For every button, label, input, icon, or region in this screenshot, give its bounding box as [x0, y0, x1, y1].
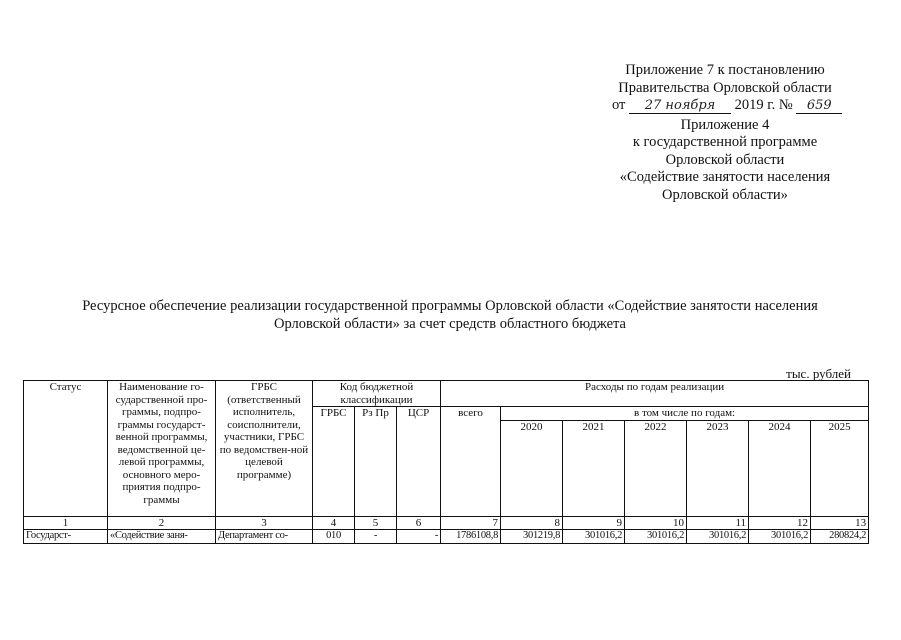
appendix-line-1: Приложение 7 к постановлению — [625, 62, 825, 78]
header-year-2022: 2022 — [625, 420, 687, 516]
program-appendix-line-2: к государственной программе — [632, 134, 818, 150]
header-grbs-responsible: ГРБС (ответственный исполнитель, соисполнители, участники, ГРБС по ведомствен-ной целевой программе) — [216, 381, 313, 517]
column-number: 2 — [108, 516, 216, 530]
header-year-2024: 2024 — [749, 420, 811, 516]
row-year-2025: 280824,2 — [811, 530, 869, 544]
resource-table — [23, 380, 869, 544]
document-title — [40, 297, 860, 333]
row-csr: - — [397, 530, 441, 544]
column-number: 12 — [749, 516, 811, 530]
column-number: 13 — [811, 516, 869, 530]
header-total: всего — [441, 407, 501, 517]
program-appendix-block — [600, 117, 850, 205]
row-total: 1786108,8 — [441, 530, 501, 544]
row-year-2022: 301016,2 — [625, 530, 687, 544]
row-status: Государст- — [24, 530, 108, 544]
row-year-2020: 301219,8 — [501, 530, 563, 544]
date-prefix: от — [612, 97, 626, 113]
row-year-2023: 301016,2 — [687, 530, 749, 544]
column-number: 1 — [24, 516, 108, 530]
column-number: 11 — [687, 516, 749, 530]
row-year-2021: 301016,2 — [563, 530, 625, 544]
program-appendix-line-5: Орловской области» — [662, 186, 788, 203]
handwritten-date: 27 ноября — [629, 99, 731, 114]
header-expenses: Расходы по годам реализации — [441, 381, 869, 407]
appendix-line-2: Правительства Орловской области — [618, 79, 832, 96]
header-year-2023: 2023 — [687, 420, 749, 516]
header-name: Наименование го-сударственной про-граммы, подпро-граммы государст-венной программы, ведомственной це-левой программы, основного меро-приятия подпро-граммы — [108, 381, 216, 517]
column-number: 9 — [563, 516, 625, 530]
column-number: 7 — [441, 516, 501, 530]
header-csr: ЦСР — [397, 407, 441, 517]
column-number: 6 — [397, 516, 441, 530]
header-grbs: ГРБС — [313, 407, 355, 517]
date-year: 2019 г. № — [734, 97, 793, 113]
row-year-2024: 301016,2 — [749, 530, 811, 544]
program-appendix-line-3: Орловской области — [665, 151, 785, 168]
header-status: Статус — [24, 381, 108, 517]
appendix-date-line — [600, 97, 850, 115]
program-appendix-line-1: Приложение 4 — [680, 116, 770, 133]
header-budget-code: Код бюджетной классификации — [313, 381, 441, 407]
header-year-2021: 2021 — [563, 420, 625, 516]
row-grbs-responsible: Департамент со- — [216, 530, 313, 544]
column-number: 8 — [501, 516, 563, 530]
header-year-2020: 2020 — [501, 420, 563, 516]
title-line-1: Ресурсное обеспечение реализации государственной программы Орловской области «Содействие занятости населения — [82, 298, 818, 314]
units-label: тыс. рублей — [786, 366, 851, 381]
header-rzpr: Рз Пр — [355, 407, 397, 517]
column-number-row — [24, 516, 869, 530]
column-number: 5 — [355, 516, 397, 530]
row-rzpr: - — [355, 530, 397, 544]
table-row — [24, 530, 869, 544]
handwritten-number: 659 — [796, 99, 842, 114]
column-number: 3 — [216, 516, 313, 530]
program-appendix-line-4: «Содействие занятости населения — [619, 169, 831, 185]
resolution-appendix-block — [600, 62, 850, 204]
header-row-1 — [24, 381, 869, 407]
column-number: 10 — [625, 516, 687, 530]
header-year-2025: 2025 — [811, 420, 869, 516]
title-line-2: Орловской области» за счет средств областного бюджета — [274, 316, 626, 332]
row-grbs: 010 — [313, 530, 355, 544]
row-name: «Содействие заня- — [108, 530, 216, 544]
column-number: 4 — [313, 516, 355, 530]
header-including: в том числе по годам: — [501, 407, 869, 421]
